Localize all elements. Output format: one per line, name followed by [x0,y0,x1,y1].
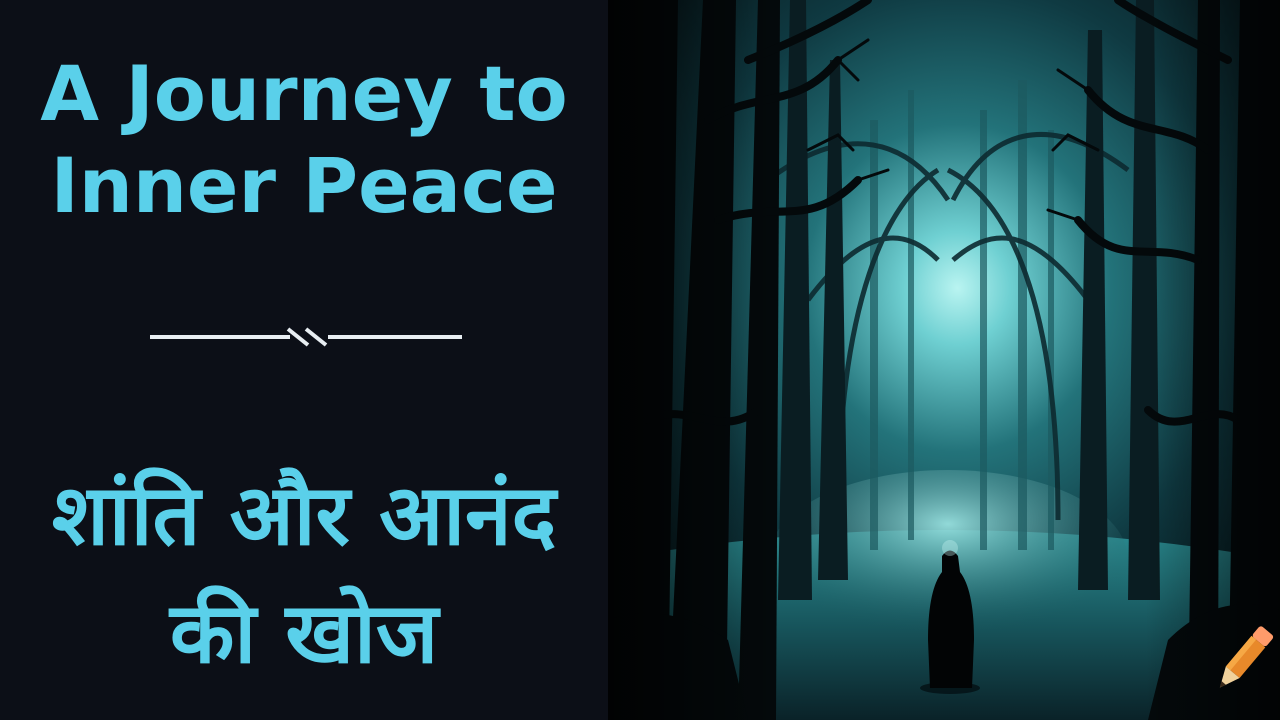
hindi-title-line-2: की खोज [169,584,439,682]
title-panel [0,0,608,720]
english-title-line-1: A Journey to [40,49,568,138]
forest-scene [608,0,1280,720]
hindi-title-line-1: शांति और आनंद [51,466,557,564]
forest-illustration [608,0,1280,720]
hindi-title [0,456,608,692]
pencil-icon [1210,620,1276,700]
english-title-line-2: Inner Peace [50,141,558,230]
english-title [0,48,608,232]
divider-icon [150,327,462,347]
